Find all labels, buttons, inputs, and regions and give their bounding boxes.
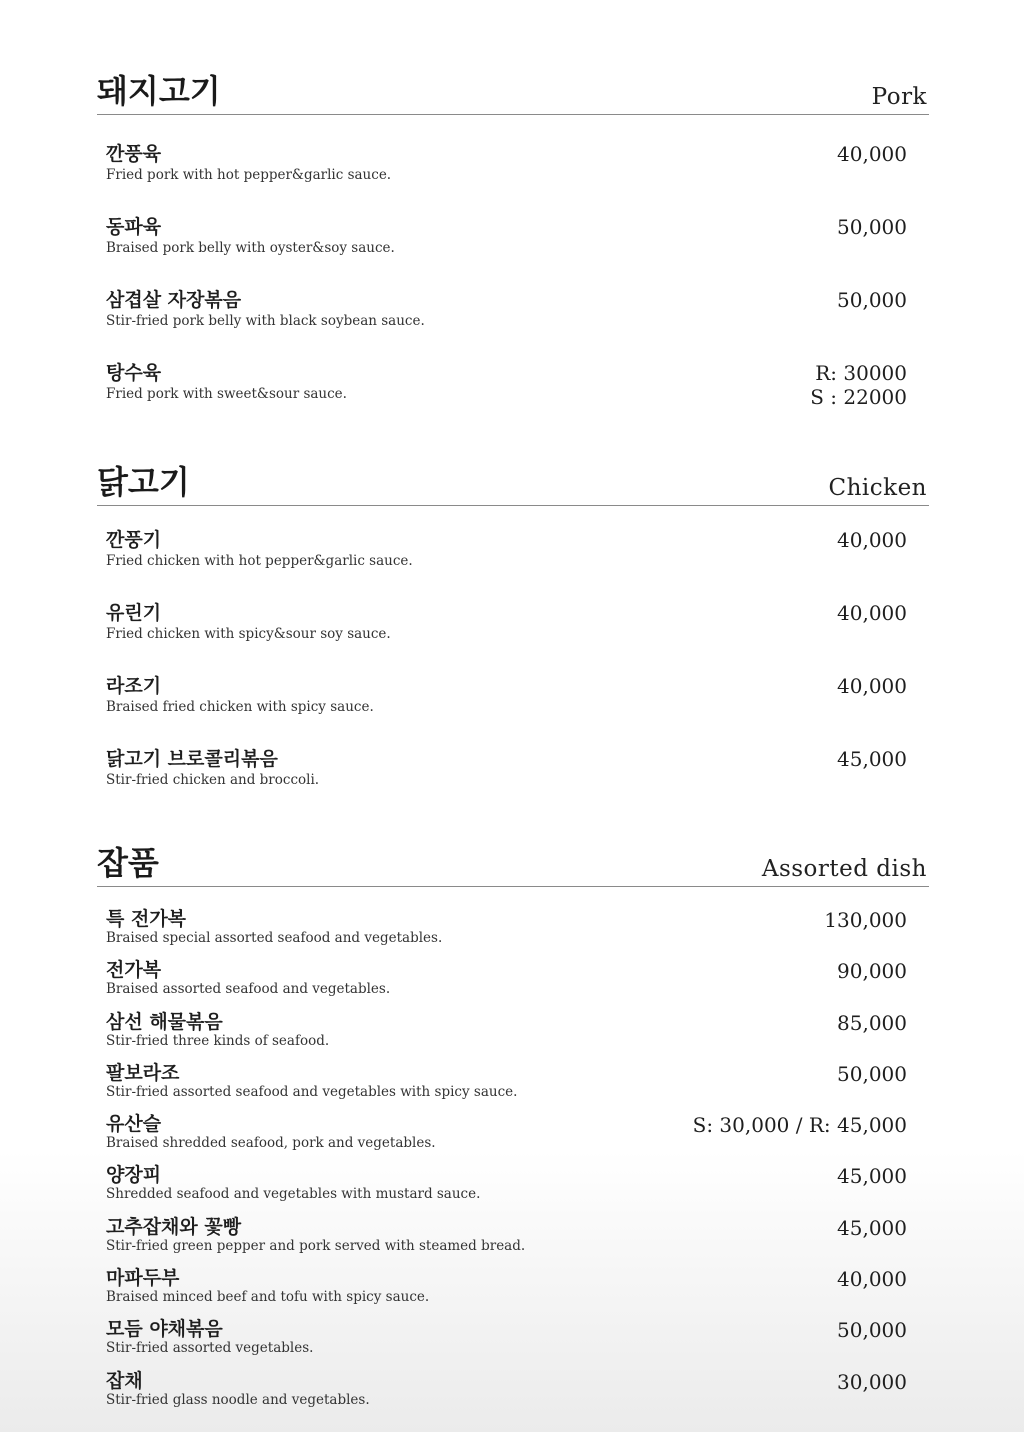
item-price: S: 30,000 / R: 45,000: [692, 1113, 907, 1138]
item-name-ko: 탕수육: [106, 362, 162, 384]
item-name-ko: 팔보라조: [106, 1061, 180, 1084]
item-price: 50,000: [837, 1318, 907, 1343]
item-name-ko: 유산슬: [106, 1113, 162, 1136]
menu-item-list: [97, 506, 929, 820]
menu-item-list: [97, 887, 929, 1421]
item-name-en: Braised assorted seafood and vegetables.: [106, 981, 391, 998]
item-name-en: Stir-fried three kinds of seafood.: [106, 1032, 330, 1049]
item-name-ko: 삼겹살 자장볶음: [106, 289, 242, 311]
section-title-ko: 닭고기: [97, 463, 190, 501]
item-name-ko: 전가복: [106, 959, 162, 982]
item-name-ko: 닭고기 브로콜리볶음: [106, 748, 278, 770]
item-name-en: Stir-fried pork belly with black soybean sauce.: [106, 313, 425, 329]
menu-item: [106, 215, 907, 288]
menu-item: [106, 1267, 907, 1318]
menu-item: [106, 747, 907, 820]
section-pork: [97, 70, 929, 434]
section-title-en: Pork: [871, 84, 927, 110]
item-price: 50,000: [837, 288, 907, 312]
menu-item: [106, 1011, 907, 1062]
item-name-en: Shredded seafood and vegetables with mustard sauce.: [106, 1186, 481, 1203]
item-price-regular: R: 30000: [815, 361, 907, 385]
item-price: 130,000: [824, 908, 907, 932]
item-price: 90,000: [837, 959, 907, 984]
item-name-en: Braised fried chicken with spicy sauce.: [106, 699, 374, 715]
menu-item: [106, 361, 907, 434]
menu-item: [106, 959, 907, 1010]
menu-item: [106, 1318, 907, 1369]
item-name-ko: 유린기: [106, 602, 162, 624]
section-title-ko: 돼지고기: [97, 72, 221, 110]
item-name-en: Fried pork with sweet&sour sauce.: [106, 386, 347, 402]
section-title-ko: 잡품: [97, 844, 159, 882]
menu-item: [106, 1370, 907, 1421]
item-name-en: Stir-fried green pepper and pork served with steamed bread.: [106, 1237, 526, 1254]
item-price: 40,000: [837, 674, 907, 698]
item-name-ko: 모듬 야채볶음: [106, 1318, 223, 1341]
menu-item: [106, 528, 907, 601]
section-title-en: Chicken: [828, 475, 927, 501]
item-price: 50,000: [837, 1061, 907, 1086]
item-price: 45,000: [837, 747, 907, 771]
item-name-ko: 동파육: [106, 216, 162, 238]
item-name-ko: 깐풍육: [106, 143, 162, 165]
item-name-ko: 특 전가복: [106, 908, 187, 930]
item-name-en: Stir-fried assorted seafood and vegetables with spicy sauce.: [106, 1083, 518, 1100]
item-price-small: S : 22000: [810, 385, 907, 409]
menu-item: [106, 1113, 907, 1164]
item-name-ko: 고추잡채와 꽃빵: [106, 1215, 242, 1238]
menu-item: [106, 1164, 907, 1215]
section-assorted: [97, 842, 929, 1421]
item-name-en: Braised pork belly with oyster&soy sauce.: [106, 240, 395, 256]
item-name-ko: 마파두부: [106, 1267, 180, 1290]
item-name-en: Braised special assorted seafood and vegetables.: [106, 930, 443, 946]
menu-item: [106, 1216, 907, 1267]
item-price: 85,000: [837, 1010, 907, 1035]
item-name-en: Braised minced beef and tofu with spicy sauce.: [106, 1289, 430, 1306]
item-name-ko: 양장피: [106, 1164, 162, 1187]
item-price: 45,000: [837, 1164, 907, 1189]
item-name-ko: 잡채: [106, 1369, 143, 1392]
section-header: [97, 461, 929, 506]
menu-item: [106, 1062, 907, 1113]
item-price: 50,000: [837, 215, 907, 239]
menu: [97, 70, 929, 1421]
item-price: 40,000: [837, 142, 907, 166]
item-name-en: Stir-fried chicken and broccoli.: [106, 772, 320, 788]
item-name-en: Fried chicken with spicy&sour soy sauce.: [106, 626, 391, 642]
item-name-ko: 라조기: [106, 675, 162, 697]
item-price: 45,000: [837, 1215, 907, 1240]
item-name-en: Fried pork with hot pepper&garlic sauce.: [106, 167, 392, 183]
section-header: [97, 842, 929, 887]
menu-item: [106, 674, 907, 747]
menu-item: [106, 601, 907, 674]
menu-item: [106, 288, 907, 361]
item-price: 40,000: [837, 1267, 907, 1292]
menu-item: [106, 908, 907, 959]
item-name-en: Braised shredded seafood, pork and vegetables.: [106, 1135, 436, 1152]
item-name-en: Stir-fried glass noodle and vegetables.: [106, 1391, 370, 1408]
section-chicken: [97, 461, 929, 820]
menu-item-list: [97, 115, 929, 434]
item-name-ko: 깐풍기: [106, 529, 162, 551]
section-title-en: Assorted dish: [761, 856, 927, 882]
item-name-en: Stir-fried assorted vegetables.: [106, 1340, 314, 1357]
item-price: 40,000: [837, 601, 907, 625]
item-price: 30,000: [837, 1369, 907, 1394]
item-price: [810, 361, 907, 409]
section-header: [97, 70, 929, 115]
menu-item: [106, 142, 907, 215]
item-name-en: Fried chicken with hot pepper&garlic sauce.: [106, 553, 413, 569]
item-price: 40,000: [837, 528, 907, 552]
item-name-ko: 삼선 해물볶음: [106, 1010, 223, 1033]
